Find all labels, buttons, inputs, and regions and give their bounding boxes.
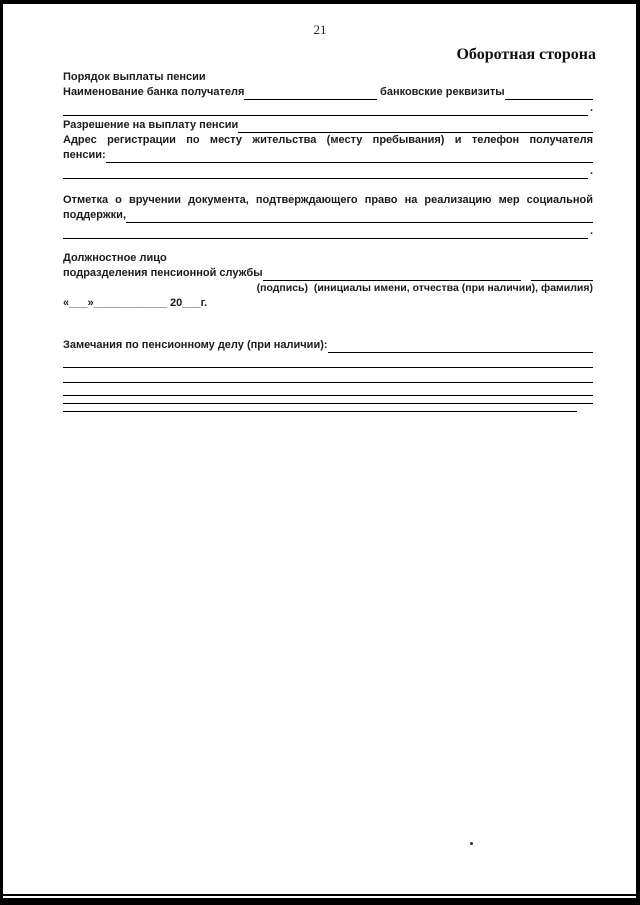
page-number: 21 (313, 22, 327, 37)
permission-fill-line (238, 121, 593, 133)
social-mark-line1: Отметка о вручении документа, подтверждающего право на реализацию мер социальной (63, 194, 593, 206)
payment-order-title-row (63, 70, 593, 85)
address-continuation-row (63, 163, 593, 179)
pension-label: пенсии: (63, 149, 106, 161)
scan-artifact-dot (470, 842, 473, 845)
spacer (63, 239, 593, 251)
fill-line (63, 104, 588, 116)
scan-border-bottom-line (0, 894, 640, 896)
trailing-period: . (589, 102, 593, 114)
trailing-period: . (589, 225, 593, 237)
scan-border-bottom (0, 898, 640, 905)
signature-fill-line (263, 269, 521, 281)
bank-name-fill-line (244, 88, 377, 100)
support-label: поддержки, (63, 209, 126, 221)
blank-line (63, 368, 593, 383)
trailing-period: . (589, 165, 593, 177)
bank-row (63, 85, 593, 100)
blank-line (63, 353, 593, 368)
official-title-row (63, 251, 593, 266)
support-fill-line (126, 211, 593, 223)
remarks-row (63, 337, 593, 353)
spacer (63, 179, 593, 193)
scan-border-top (0, 0, 640, 4)
address-line: Адрес регистрации по месту жительства (месту пребывания) и телефон получателя (63, 134, 593, 146)
bank-details-label: банковские реквизиты (380, 86, 505, 98)
payment-order-title: Порядок выплаты пенсии (63, 71, 206, 83)
fill-line (63, 167, 588, 179)
page-heading: Оборотная сторона (456, 46, 596, 63)
permission-row (63, 118, 593, 133)
official-title: Должностное лицо (63, 252, 167, 264)
official-signature-row (63, 266, 593, 281)
scan-border-right (636, 0, 640, 905)
spacer (63, 311, 593, 337)
form-body (63, 70, 593, 412)
social-mark-continuation-row (63, 223, 593, 239)
scan-border-left (0, 0, 3, 905)
permission-label: Разрешение на выплату пенсии (63, 119, 239, 131)
signature-caption: (подпись) (инициалы имени, отчества (при наличии), фамилия) (256, 282, 593, 294)
pension-fill-line (106, 151, 593, 163)
fill-line (63, 227, 588, 239)
date-row (63, 296, 593, 311)
date-line: «___»____________ 20___г. (63, 297, 208, 309)
blank-line (63, 383, 593, 396)
remarks-fill-line (328, 341, 593, 353)
pension-phone-row (63, 148, 593, 163)
name-fill-line (531, 269, 593, 281)
bank-name-label: Наименование банка получателя (63, 86, 245, 98)
social-mark-row (63, 208, 593, 223)
remarks-label: Замечания по пенсионному делу (при наличии): (63, 339, 328, 351)
blank-line (63, 404, 577, 412)
blank-line (63, 396, 593, 404)
bank-details-fill-line (505, 88, 593, 100)
official-unit-label: подразделения пенсионной службы (63, 267, 263, 279)
bank-continuation-row (63, 100, 593, 116)
